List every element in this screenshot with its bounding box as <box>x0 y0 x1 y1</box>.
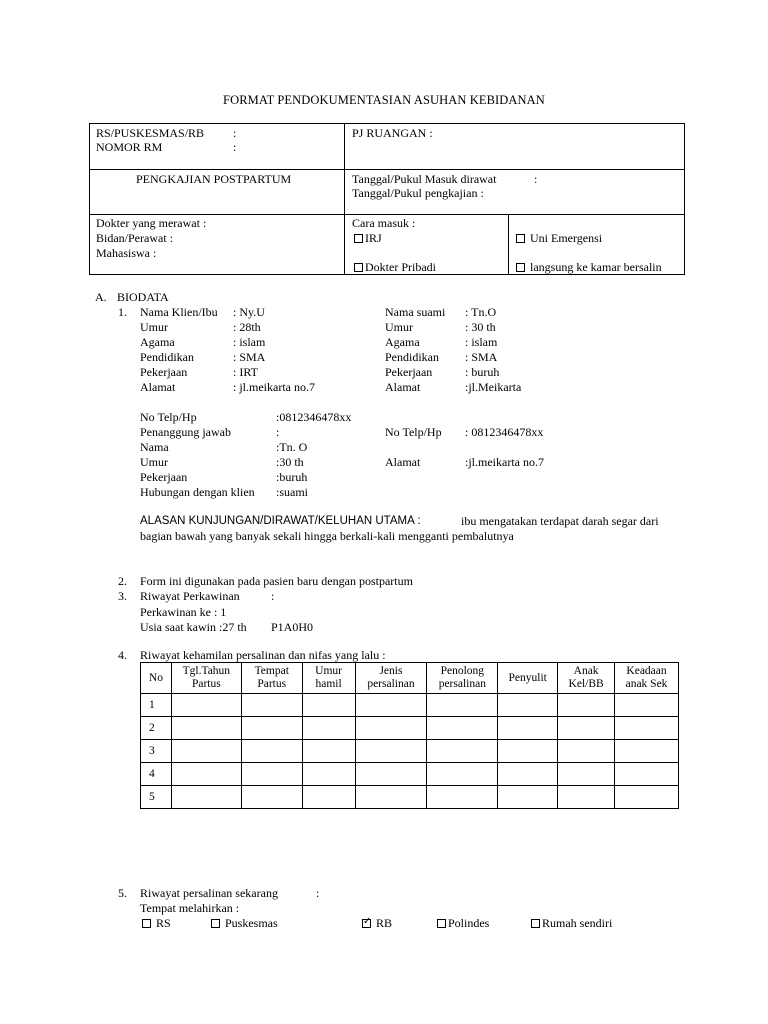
option-uni-emergensi[interactable] <box>516 231 602 246</box>
pj-pekerjaan-value: :buruh <box>276 470 308 484</box>
table-cell[interactable] <box>615 740 679 763</box>
divider <box>508 214 509 274</box>
suami-field-label: Agama <box>385 335 420 349</box>
telp-value: :0812346478xx <box>276 410 352 424</box>
pengkajian-title: PENGKAJIAN POSTPARTUM <box>136 172 292 186</box>
checkbox-icon[interactable] <box>516 263 525 272</box>
suami-field-value: :jl.Meikarta <box>465 380 522 394</box>
option-dokter-label: Dokter Pribadi <box>365 260 436 274</box>
table-cell[interactable] <box>558 763 615 786</box>
table-cell[interactable] <box>241 763 302 786</box>
klien-field-value: : Ny.U <box>233 305 265 319</box>
item2-text: Form ini digunakan pada pasien baru dengan postpartum <box>140 574 413 588</box>
table-cell[interactable] <box>355 763 427 786</box>
item-number: 4. <box>118 648 127 662</box>
suami-field-value: : 30 th <box>465 320 496 334</box>
cara-masuk-label: Cara masuk : <box>352 216 416 230</box>
table-cell[interactable] <box>302 717 355 740</box>
table-cell[interactable] <box>427 786 498 809</box>
alasan-text-line1: ibu mengatakan terdapat darah segar dari <box>461 514 659 528</box>
tempat-option-label: Rumah sendiri <box>542 916 613 930</box>
document-title: FORMAT PENDOKUMENTASIAN ASUHAN KEBIDANAN <box>223 93 545 107</box>
rs-label: RS/PUSKESMAS/RB <box>96 126 205 140</box>
table-cell[interactable] <box>498 786 558 809</box>
rm-colon: : <box>233 140 237 154</box>
riwayat-perkawinan-label: Riwayat Perkawinan <box>140 589 240 603</box>
pj-alamat-label: Alamat <box>385 455 421 469</box>
table-cell[interactable] <box>171 694 241 717</box>
pj-alamat-value: :jl.meikarta no.7 <box>465 455 544 469</box>
row-number: 5 <box>141 786 172 809</box>
perkawinan-ke: Perkawinan ke : 1 <box>140 605 227 619</box>
klien-field-label: Agama <box>140 335 175 349</box>
checked-checkbox-icon[interactable] <box>362 919 371 928</box>
tgl-pengkajian-label: Tanggal/Pukul pengkajian : <box>352 186 484 200</box>
table-row <box>141 740 679 763</box>
option-langsung-label: langsung ke kamar bersalin <box>530 260 662 274</box>
checkbox-icon[interactable] <box>516 234 525 243</box>
row-number: 2 <box>141 717 172 740</box>
table-row <box>141 717 679 740</box>
item-number: 5. <box>118 886 127 900</box>
table-cell[interactable] <box>558 717 615 740</box>
suami-field-value: : Tn.O <box>465 305 497 319</box>
suami-field-label: Alamat <box>385 380 421 394</box>
checkbox-icon[interactable] <box>211 919 220 928</box>
klien-field-label: Pendidikan <box>140 350 194 364</box>
bidan-label: Bidan/Perawat : <box>96 231 173 245</box>
table-cell[interactable] <box>558 786 615 809</box>
table-cell[interactable] <box>171 717 241 740</box>
klien-field-value: : jl.meikarta no.7 <box>233 380 315 394</box>
option-irj[interactable] <box>354 231 382 246</box>
suami-field-label: Nama suami <box>385 305 446 319</box>
telp-label: No Telp/Hp <box>140 410 197 424</box>
gpa-status: P1A0H0 <box>271 620 314 634</box>
table-cell[interactable] <box>171 763 241 786</box>
table-cell[interactable] <box>615 717 679 740</box>
table-cell[interactable] <box>355 740 427 763</box>
pj-pekerjaan-label: Pekerjaan <box>140 470 188 484</box>
table-row <box>141 786 679 809</box>
table-cell[interactable] <box>241 694 302 717</box>
table-cell[interactable] <box>615 786 679 809</box>
tempat-option-label: Polindes <box>448 916 490 930</box>
klien-field-label: Umur <box>140 320 168 334</box>
table-cell[interactable] <box>427 740 498 763</box>
tempat-option-label: Puskesmas <box>222 916 278 930</box>
rs-colon: : <box>233 126 237 140</box>
checkbox-icon[interactable] <box>531 919 540 928</box>
row-number: 3 <box>141 740 172 763</box>
klien-field-value: : 28th <box>233 320 261 334</box>
suami-field-value: : buruh <box>465 365 500 379</box>
klien-field-label: Alamat <box>140 380 176 394</box>
column-header: Penolong persalinan <box>427 663 498 694</box>
table-cell[interactable] <box>241 786 302 809</box>
tgl-masuk-label: Tanggal/Pukul Masuk dirawat <box>352 172 497 186</box>
table-cell[interactable] <box>241 740 302 763</box>
option-dokter-pribadi[interactable] <box>354 260 436 275</box>
table-cell[interactable] <box>615 694 679 717</box>
section-title: BIODATA <box>117 290 169 304</box>
column-header: Jenis persalinan <box>355 663 427 694</box>
tempat-option[interactable] <box>362 916 392 931</box>
riwayat-perkawinan-colon: : <box>271 589 275 603</box>
table-row <box>141 694 679 717</box>
tempat-option-label: RS <box>153 916 171 930</box>
option-langsung[interactable] <box>516 260 662 275</box>
tempat-option-label: RB <box>373 916 393 930</box>
suami-field-value: : islam <box>465 335 498 349</box>
row-number: 1 <box>141 694 172 717</box>
suami-field-label: Pekerjaan <box>385 365 433 379</box>
history-table <box>140 662 679 809</box>
klien-field-label: Nama Klien/Ibu <box>140 305 218 319</box>
table-cell[interactable] <box>498 763 558 786</box>
column-header: Anak Kel/BB <box>558 663 615 694</box>
pj-telp-value: : 0812346478xx <box>465 425 544 439</box>
pj-nama-label: Nama <box>140 440 169 454</box>
column-header: Tempat Partus <box>241 663 302 694</box>
tempat-option[interactable] <box>531 916 612 931</box>
suami-field-label: Pendidikan <box>385 350 439 364</box>
klien-field-value: : islam <box>233 335 266 349</box>
table-cell[interactable] <box>498 694 558 717</box>
mahasiswa-label: Mahasiswa : <box>96 246 157 260</box>
table-cell[interactable] <box>498 717 558 740</box>
pj-umur-value: :30 th <box>276 455 304 469</box>
column-header: Keadaan anak Sek <box>615 663 679 694</box>
rm-label: NOMOR RM <box>96 140 163 154</box>
penanggung-jawab-colon: : <box>276 425 280 439</box>
table-header-row <box>141 663 679 694</box>
pj-nama-value: :Tn. O <box>276 440 308 454</box>
tempat-melahirkan-label: Tempat melahirkan : <box>140 901 240 915</box>
suami-field-value: : SMA <box>465 350 498 364</box>
riwayat-persalinan-label: Riwayat persalinan sekarang <box>140 886 278 900</box>
table-cell[interactable] <box>355 717 427 740</box>
row-number: 4 <box>141 763 172 786</box>
checkbox-icon[interactable] <box>437 919 446 928</box>
pj-hubungan-value: :suami <box>276 485 308 499</box>
table-cell[interactable] <box>302 740 355 763</box>
checkbox-icon[interactable] <box>354 234 363 243</box>
header-box <box>89 123 685 275</box>
penanggung-jawab-label: Penanggung jawab <box>140 425 231 439</box>
riwayat-kehamilan-label: Riwayat kehamilan persalinan dan nifas yang lalu : <box>140 648 386 662</box>
table-cell[interactable] <box>355 694 427 717</box>
table-cell[interactable] <box>558 694 615 717</box>
table-cell[interactable] <box>171 786 241 809</box>
klien-field-value: : SMA <box>233 350 266 364</box>
table-cell[interactable] <box>355 786 427 809</box>
suami-field-label: Umur <box>385 320 413 334</box>
column-header: Penyulit <box>498 663 558 694</box>
tgl-masuk-colon: : <box>534 172 538 186</box>
option-uni-label: Uni Emergensi <box>530 231 603 245</box>
table-cell[interactable] <box>498 740 558 763</box>
table-cell[interactable] <box>302 786 355 809</box>
divider <box>90 214 684 215</box>
item-number: 1. <box>118 305 127 319</box>
option-irj-label: IRJ <box>365 231 382 245</box>
table-cell[interactable] <box>171 740 241 763</box>
klien-field-value: : IRT <box>233 365 258 379</box>
table-cell[interactable] <box>427 763 498 786</box>
table-cell[interactable] <box>558 740 615 763</box>
pj-ruangan-label: PJ RUANGAN : <box>352 126 433 140</box>
pj-telp-label: No Telp/Hp <box>385 425 442 439</box>
checkbox-icon[interactable] <box>354 263 363 272</box>
table-cell[interactable] <box>615 763 679 786</box>
table-cell[interactable] <box>302 694 355 717</box>
pj-umur-label: Umur <box>140 455 168 469</box>
column-header: No <box>141 663 172 694</box>
checkbox-icon[interactable] <box>142 919 151 928</box>
tempat-option[interactable] <box>211 916 278 931</box>
tempat-option[interactable] <box>142 916 171 931</box>
alasan-label: ALASAN KUNJUNGAN/DIRAWAT/KELUHAN UTAMA : <box>140 515 421 527</box>
divider <box>90 169 684 170</box>
dokter-label: Dokter yang merawat : <box>96 216 207 230</box>
item-number: 3. <box>118 589 127 603</box>
riwayat-persalinan-colon: : <box>316 886 320 900</box>
column-header: Tgl.Tahun Partus <box>171 663 241 694</box>
table-cell[interactable] <box>427 694 498 717</box>
table-cell[interactable] <box>302 763 355 786</box>
klien-field-label: Pekerjaan <box>140 365 188 379</box>
table-cell[interactable] <box>427 717 498 740</box>
table-row <box>141 763 679 786</box>
column-header: Umur hamil <box>302 663 355 694</box>
divider <box>344 124 345 274</box>
tempat-option[interactable] <box>437 916 489 931</box>
usia-kawin: Usia saat kawin :27 th <box>140 620 247 634</box>
table-cell[interactable] <box>241 717 302 740</box>
section-letter: A. <box>95 290 107 304</box>
alasan-text-line2: bagian bawah yang banyak sekali hingga berkali-kali mengganti pembalutnya <box>140 529 514 543</box>
item-number: 2. <box>118 574 127 588</box>
pj-hubungan-label: Hubungan dengan klien <box>140 485 255 499</box>
